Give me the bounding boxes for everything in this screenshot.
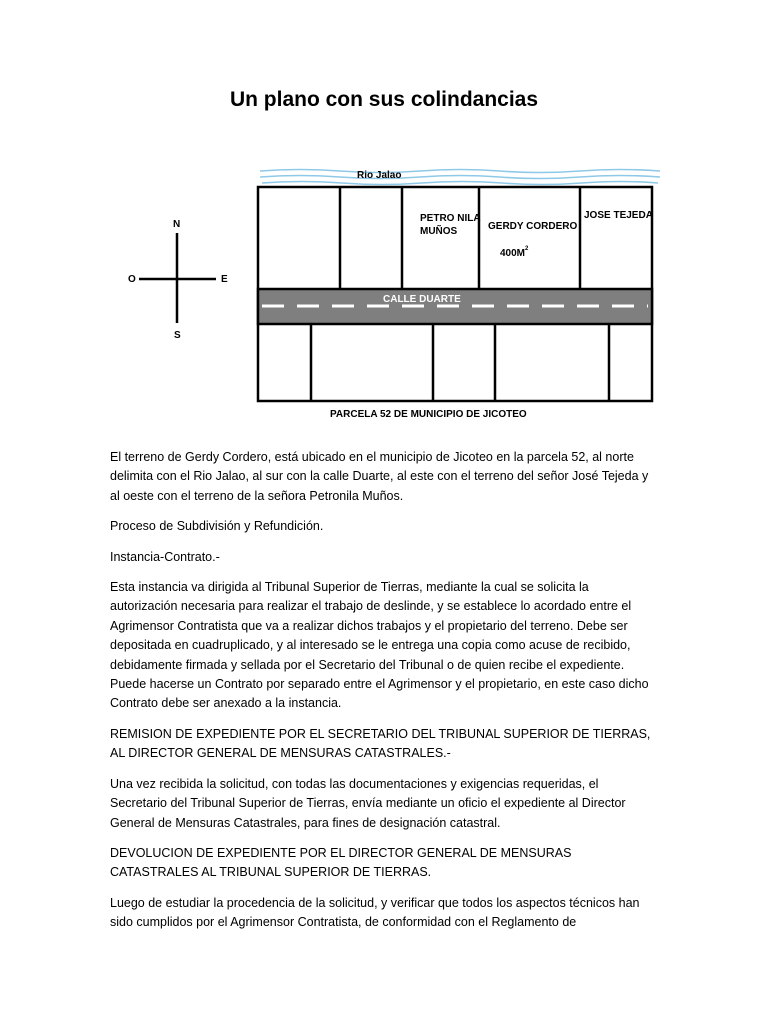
paragraph-process: Proceso de Subdivisión y Refundición. — [110, 519, 324, 534]
compass-south: S — [174, 330, 181, 341]
paragraph-location: El terreno de Gerdy Cordero, está ubicado en el municipio de Jicoteo en la parcela 52, al norte delimita con el Rio Jalao, al sur con la calle Duarte, al este con el terreno del señor José Tejeda y al oeste con el terreno de la señora Petronila Muños. — [110, 450, 649, 503]
document-title: Un plano con sus colindancias — [229, 88, 539, 111]
paragraph-heading-devolucion: DEVOLUCION DE EXPEDIENTE POR EL DIRECTOR GENERAL DE MENSURAS CATASTRALES AL TRIBUNAL SUPERIOR DE TIERRAS. — [110, 845, 572, 880]
compass-north: N — [173, 219, 181, 230]
paragraph-heading-instancia: Instancia-Contrato.- — [110, 549, 220, 564]
lot-label-petronila: PETRO NILA — [420, 213, 481, 224]
compass-west: O — [128, 274, 136, 285]
lot-area-value: 400M — [500, 248, 526, 259]
lot-label-gerdy: GERDY CORDERO — [488, 221, 578, 232]
lot-label-jose: JOSE TEJEDA — [584, 210, 653, 221]
compass-east: E — [221, 274, 228, 285]
river-label: Rio Jalao — [357, 170, 402, 181]
lot-label-petronila: MUÑOS — [420, 226, 458, 237]
lot-area-exponent: 2 — [525, 246, 529, 252]
paragraph-devolucion: Luego de estudiar la procedencia de la solicitud, y verificar que todos los aspectos técnicos han sido cumplidos por el Agrimensor Contratista, de conformidad con el Reglamento de — [110, 895, 640, 930]
parcel-map — [0, 0, 768, 440]
paragraph-heading-remision: REMISION DE EXPEDIENTE POR EL SECRETARIO DEL TRIBUNAL SUPERIOR DE TIERRAS, AL DIRECTOR GENERAL DE MENSURAS CATASTRALES.- — [110, 726, 651, 761]
river-waves — [260, 170, 660, 185]
street-label: CALLE DUARTE — [383, 294, 461, 305]
paragraph-remision: Una vez recibida la solicitud, con todas las documentaciones y exigencias requeridas, el Secretario del Tribunal Superior de Tierras, envía mediante un oficio el expediente al Director General de Mensuras Catastrales, para fines de designación catastral. — [110, 776, 626, 830]
map-caption: PARCELA 52 DE MUNICIPIO DE JICOTEO — [330, 409, 527, 420]
paragraph-instancia: Esta instancia va dirigida al Tribunal Superior de Tierras, mediante la cual se solicita la autorización necesaria para realizar el trabajo de deslinde, y se establece lo acordado entre el Agrimensor Contratista que va a realizar dichos trabajos y el propietario del terreno. Debe ser depositada en cuadruplicado, y al interesado se le entrega una copia como acuse de recibido, debidamente firmada y sellada por el Secretario del Tribunal o de quien recibe el expediente. Puede hacerse un Contrato por separado entre el Agrimensor y el propietario, en este caso dicho Contrato debe ser anexado a la instancia. — [110, 580, 649, 711]
document-body — [110, 448, 658, 944]
lot-area — [500, 246, 529, 259]
compass-rose — [128, 219, 228, 341]
